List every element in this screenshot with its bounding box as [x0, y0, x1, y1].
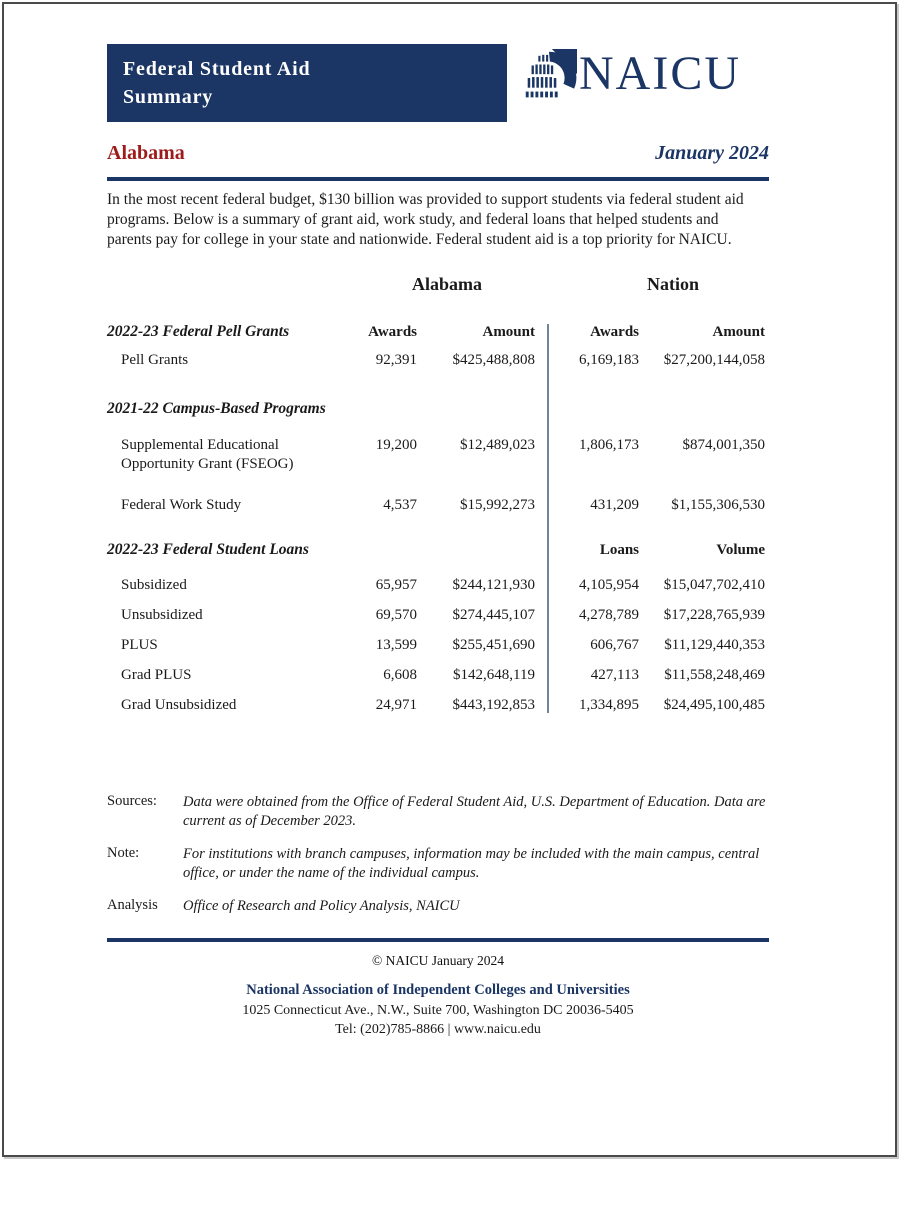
- col-header-state-awards: Awards: [368, 324, 417, 340]
- telephone-website-line: Tel: (202)785-8866 | www.naicu.edu: [335, 1022, 541, 1037]
- masthead: [107, 44, 769, 122]
- state-awards-value: 92,391: [375, 352, 417, 368]
- note-label: Analysis: [107, 897, 158, 913]
- state-volume-value: $244,121,930: [452, 577, 535, 593]
- section-header-loans: [107, 541, 769, 559]
- col-header-state-amount: Amount: [482, 324, 535, 340]
- state-amount-value: $425,488,808: [452, 352, 535, 368]
- nation-volume-value: $11,558,248,469: [664, 667, 765, 683]
- nation-loans-value: 606,767: [590, 637, 639, 653]
- document-page: [2, 2, 897, 1157]
- col-header-nation-awards: Awards: [590, 324, 639, 340]
- nation-awards-value: 1,806,173: [579, 437, 639, 453]
- table-row: [107, 606, 769, 625]
- capitol-dome-icon: [519, 48, 577, 110]
- state-amount-value: $15,992,273: [460, 497, 535, 513]
- document-content: [107, 4, 769, 1038]
- state-loans-value: 13,599: [375, 637, 417, 653]
- state-volume-value: $255,451,690: [452, 637, 535, 653]
- note-label: Note:: [107, 845, 140, 861]
- report-title-line1: Federal Student Aid: [123, 58, 311, 80]
- address-line: 1025 Connecticut Ave., N.W., Suite 700, Washington DC 20036-5405: [242, 1003, 634, 1018]
- nation-group-header: Nation: [646, 274, 699, 294]
- row-label: Unsubsidized: [121, 607, 203, 623]
- section-title: 2022-23 Federal Pell Grants: [107, 323, 290, 340]
- table-row: [107, 496, 769, 515]
- naicu-logo: [519, 44, 741, 110]
- state-awards-value: 4,537: [383, 497, 417, 513]
- state-loans-value: 24,971: [375, 697, 417, 713]
- state-amount-value: $12,489,023: [460, 437, 535, 453]
- row-label: Subsidized: [121, 577, 187, 593]
- nation-amount-value: $1,155,306,530: [671, 497, 765, 513]
- state-nation-divider: [547, 324, 549, 713]
- row-label: Grad Unsubsidized: [121, 697, 237, 713]
- state-group-header: Alabama: [411, 274, 482, 294]
- notes-section: [107, 793, 769, 916]
- nation-loans-value: 1,334,895: [579, 697, 639, 713]
- note-text: Data were obtained from the Office of Federal Student Aid, U.S. Department of Education. Data are current as of December 2023.: [183, 794, 766, 829]
- row-label: Federal Work Study: [121, 497, 242, 513]
- organization-name: National Association of Independent Colleges and Universities: [246, 982, 630, 998]
- col-header-nation-volume: Volume: [716, 542, 765, 558]
- section-title: 2021-22 Campus-Based Programs: [107, 400, 326, 417]
- col-header-nation-amount: Amount: [712, 324, 765, 340]
- note-branch-campuses: [107, 845, 769, 883]
- table-row: [107, 636, 769, 655]
- nation-loans-value: 4,105,954: [579, 577, 639, 593]
- state-name: Alabama: [107, 142, 185, 164]
- naicu-logotype: NAICU: [579, 47, 741, 100]
- nation-amount-value: $874,001,350: [682, 437, 765, 453]
- nation-volume-value: $15,047,702,410: [663, 577, 765, 593]
- state-volume-value: $274,445,107: [452, 607, 535, 623]
- note-analysis: [107, 897, 769, 916]
- nation-volume-value: $17,228,765,939: [663, 607, 765, 623]
- aid-summary-table: [107, 274, 769, 715]
- section-header-campus-based: [107, 400, 769, 418]
- row-label: PLUS: [121, 637, 158, 653]
- note-text: Office of Research and Policy Analysis, NAICU: [183, 898, 460, 914]
- col-header-nation-loans: Loans: [599, 542, 639, 558]
- note-text: For institutions with branch campuses, information may be included with the main campus, central office, or under the name of the individual campus.: [183, 846, 760, 881]
- report-title-banner: [107, 44, 507, 122]
- nation-volume-value: $24,495,100,485: [663, 697, 765, 713]
- nation-loans-value: 4,278,789: [579, 607, 639, 623]
- state-volume-value: $142,648,119: [453, 667, 535, 683]
- note-sources: [107, 793, 769, 831]
- table-row: [107, 351, 769, 370]
- section-header-pell: [107, 323, 769, 341]
- nation-amount-value: $27,200,144,058: [663, 352, 765, 368]
- state-loans-value: 6,608: [383, 667, 417, 683]
- section-title: 2022-23 Federal Student Loans: [107, 541, 309, 558]
- note-label: Sources:: [107, 793, 157, 809]
- subheader: [107, 142, 769, 165]
- row-label: Pell Grants: [121, 352, 189, 368]
- footer: [107, 953, 769, 1038]
- nation-awards-value: 6,169,183: [579, 352, 639, 368]
- header-divider-rule: [107, 177, 769, 181]
- row-label: Grad PLUS: [121, 667, 192, 683]
- table-row: [107, 576, 769, 595]
- state-volume-value: $443,192,853: [452, 697, 535, 713]
- table-row: [107, 436, 769, 474]
- table-row: [107, 666, 769, 685]
- intro-paragraph: In the most recent federal budget, $130 billion was provided to support students via federal student aid programs. Below is a summary of grant aid, work study, and federal loans that helped students and parents pay for college in your state and nationwide. Federal student aid is a top priority for NAICU.: [107, 191, 744, 248]
- nation-volume-value: $11,129,440,353: [664, 637, 765, 653]
- table-group-header: [107, 274, 769, 295]
- report-title-line2: Summary: [123, 86, 214, 108]
- state-loans-value: 65,957: [375, 577, 417, 593]
- row-label: Supplemental Educational Opportunity Grant (FSEOG): [121, 437, 294, 472]
- state-loans-value: 69,570: [375, 607, 417, 623]
- state-awards-value: 19,200: [375, 437, 417, 453]
- report-date: January 2024: [655, 142, 769, 164]
- nation-loans-value: 427,113: [590, 667, 639, 683]
- nation-awards-value: 431,209: [590, 497, 639, 513]
- table-row: [107, 696, 769, 715]
- copyright-line: © NAICU January 2024: [371, 953, 505, 968]
- footer-divider-rule: [107, 938, 769, 942]
